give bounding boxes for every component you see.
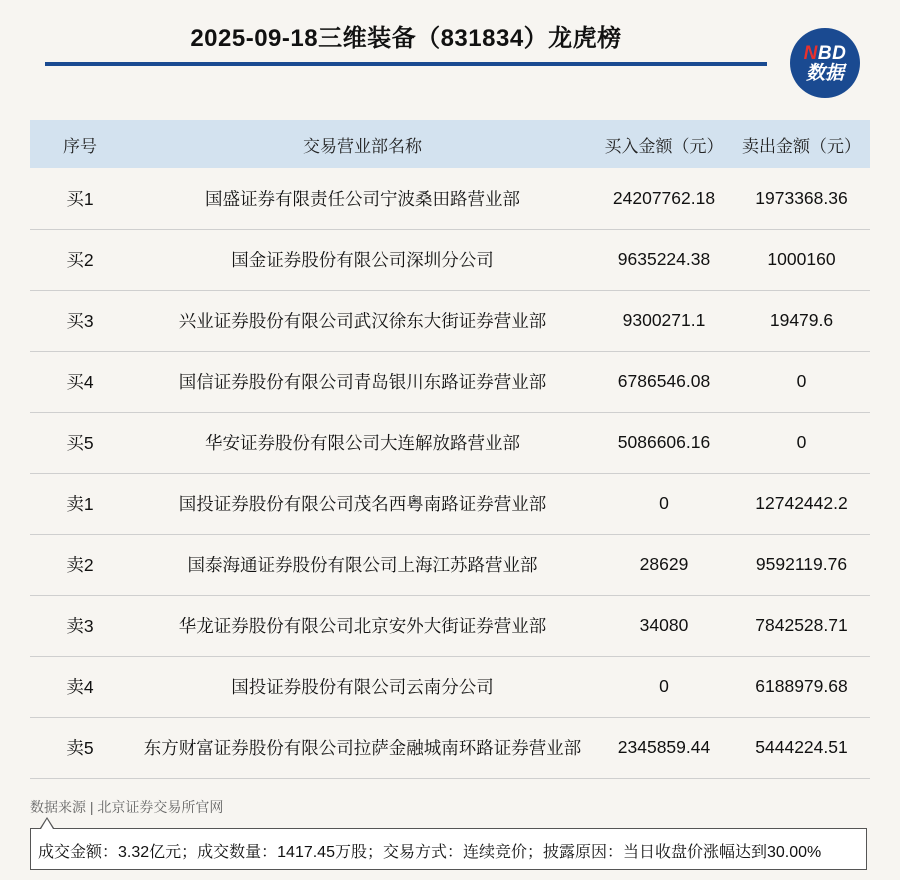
table-row bbox=[30, 595, 870, 656]
table-row bbox=[30, 351, 870, 412]
logo-line1 bbox=[804, 44, 847, 63]
cell-sell-amount: 1973368.36 bbox=[733, 168, 870, 229]
logo-n: N bbox=[803, 42, 818, 64]
note-pointer-fill bbox=[41, 819, 53, 829]
cell-buy-amount: 6786546.08 bbox=[595, 351, 733, 412]
cell-seq: 买5 bbox=[30, 412, 130, 473]
page-title: 2025-09-18三维装备（831834）龙虎榜 bbox=[190, 25, 622, 52]
cell-buy-amount: 28629 bbox=[595, 534, 733, 595]
cell-broker-name: 华安证券股份有限公司大连解放路营业部 bbox=[130, 412, 595, 473]
title-underline bbox=[45, 62, 767, 66]
cell-buy-amount: 2345859.44 bbox=[595, 717, 733, 778]
logo-line2: 数据 bbox=[805, 62, 844, 84]
table-row bbox=[30, 534, 870, 595]
table-row bbox=[30, 290, 870, 351]
cell-seq: 卖1 bbox=[30, 473, 130, 534]
table-row bbox=[30, 412, 870, 473]
table-row bbox=[30, 717, 870, 778]
logo-bd: BD bbox=[817, 42, 847, 64]
cell-broker-name: 国泰海通证券股份有限公司上海江苏路营业部 bbox=[130, 534, 595, 595]
cell-buy-amount: 24207762.18 bbox=[595, 168, 733, 229]
cell-seq: 卖3 bbox=[30, 595, 130, 656]
cell-broker-name: 华龙证券股份有限公司北京安外大街证券营业部 bbox=[130, 595, 595, 656]
cell-sell-amount: 0 bbox=[733, 351, 870, 412]
cell-seq: 卖2 bbox=[30, 534, 130, 595]
header-buy: 买入金额（元） bbox=[595, 120, 733, 168]
table-row bbox=[30, 168, 870, 229]
cell-buy-amount: 0 bbox=[595, 656, 733, 717]
cell-buy-amount: 34080 bbox=[595, 595, 733, 656]
cell-buy-amount: 5086606.16 bbox=[595, 412, 733, 473]
cell-broker-name: 国投证券股份有限公司云南分公司 bbox=[130, 656, 595, 717]
cell-buy-amount: 0 bbox=[595, 473, 733, 534]
table-header-row bbox=[30, 120, 870, 168]
cell-broker-name: 国信证券股份有限公司青岛银川东路证券营业部 bbox=[130, 351, 595, 412]
cell-broker-name: 东方财富证券股份有限公司拉萨金融城南环路证券营业部 bbox=[130, 717, 595, 778]
cell-sell-amount: 9592119.76 bbox=[733, 534, 870, 595]
cell-sell-amount: 0 bbox=[733, 412, 870, 473]
header-sell: 卖出金额（元） bbox=[733, 120, 870, 168]
table-row bbox=[30, 229, 870, 290]
header-seq: 序号 bbox=[30, 120, 130, 168]
table-row bbox=[30, 473, 870, 534]
cell-broker-name: 国金证券股份有限公司深圳分公司 bbox=[130, 229, 595, 290]
cell-seq: 买1 bbox=[30, 168, 130, 229]
header-name: 交易营业部名称 bbox=[130, 120, 595, 168]
nbd-logo bbox=[790, 28, 860, 98]
cell-sell-amount: 1000160 bbox=[733, 229, 870, 290]
cell-sell-amount: 19479.6 bbox=[733, 290, 870, 351]
cell-seq: 买4 bbox=[30, 351, 130, 412]
table-row bbox=[30, 656, 870, 717]
cell-broker-name: 国盛证券有限责任公司宁波桑田路营业部 bbox=[130, 168, 595, 229]
cell-sell-amount: 7842528.71 bbox=[733, 595, 870, 656]
table-body bbox=[30, 168, 870, 778]
cell-buy-amount: 9635224.38 bbox=[595, 229, 733, 290]
cell-seq: 买3 bbox=[30, 290, 130, 351]
cell-sell-amount: 12742442.2 bbox=[733, 473, 870, 534]
cell-seq: 买2 bbox=[30, 229, 130, 290]
cell-seq: 卖4 bbox=[30, 656, 130, 717]
trade-summary-box: 成交金额：3.32亿元；成交数量：1417.45万股；交易方式：连续竞价；披露原因：当日收盘价涨幅达到30.00% bbox=[30, 828, 867, 870]
cell-broker-name: 兴业证券股份有限公司武汉徐东大街证券营业部 bbox=[130, 290, 595, 351]
ranking-table bbox=[30, 120, 870, 779]
cell-buy-amount: 9300271.1 bbox=[595, 290, 733, 351]
data-source: 数据来源 | 北京证券交易所官网 bbox=[30, 799, 224, 815]
cell-sell-amount: 5444224.51 bbox=[733, 717, 870, 778]
cell-sell-amount: 6188979.68 bbox=[733, 656, 870, 717]
cell-seq: 卖5 bbox=[30, 717, 130, 778]
cell-broker-name: 国投证券股份有限公司茂名西粤南路证券营业部 bbox=[130, 473, 595, 534]
